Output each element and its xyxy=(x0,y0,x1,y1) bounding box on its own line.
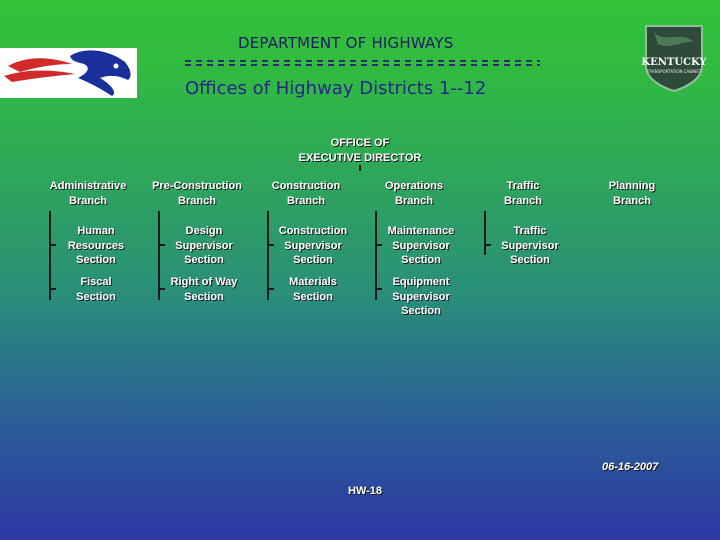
section-construction-supervisor: Construction Supervisor Section xyxy=(278,225,348,266)
branch-traffic: Traffic Branch xyxy=(504,180,542,207)
section-right-of-way: Right of Way Section xyxy=(170,276,238,303)
section-human-resources: Human Resources Section xyxy=(67,225,125,266)
branch-planning: Planning Branch xyxy=(608,180,656,207)
section-maintenance-supervisor: Maintenance Supervisor Section xyxy=(387,225,455,266)
logo-kentucky-text: KENTUCKY xyxy=(641,57,707,68)
offices-title: Offices of Highway Districts 1--12 xyxy=(185,78,487,99)
branch-administrative: Administrative Branch xyxy=(49,180,127,207)
branch-construction: Construction Branch xyxy=(271,180,341,207)
logo-cabinet-text: TRANSPORTATION CABINET xyxy=(646,69,702,74)
footer-slide-code: HW-18 xyxy=(348,485,383,497)
executive-director-box: OFFICE OF EXECUTIVE DIRECTOR xyxy=(298,137,422,164)
section-traffic-supervisor: Traffic Supervisor Section xyxy=(501,225,559,266)
department-title: DEPARTMENT OF HIGHWAYS xyxy=(238,34,454,52)
branch-operations: Operations Branch xyxy=(384,180,444,207)
section-equipment-supervisor: Equipment Supervisor Section xyxy=(392,276,450,317)
footer-date: 06-16-2007 xyxy=(602,461,659,473)
section-materials: Materials Section xyxy=(289,276,337,303)
section-fiscal: Fiscal Section xyxy=(76,276,116,303)
branch-pre-construction: Pre-Construction Branch xyxy=(152,180,242,207)
section-design-supervisor: Design Supervisor Section xyxy=(175,225,233,266)
